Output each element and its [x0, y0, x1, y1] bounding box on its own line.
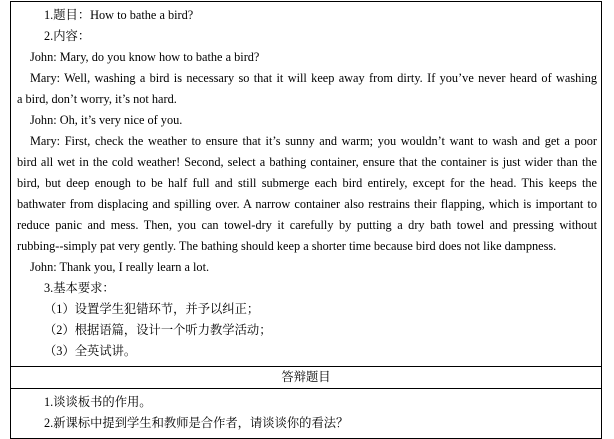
dialogue-line: bird, but deep enough to be half full and still submerge each bird entirely, except for the head. This keeps the	[17, 176, 597, 190]
question-cell	[11, 2, 602, 367]
question-row	[11, 2, 602, 367]
dialogue-line: rubbing--simply pat very gently. The bathing should keep a shorter time because bird does not like dampness.	[17, 239, 557, 253]
defense-header: 答辩题目	[11, 367, 602, 389]
dialogue-line: Mary: Well, washing a bird is necessary so that it will keep away from dirty. If you’ve never heard of washing	[30, 71, 597, 85]
requirements-label: 3.基本要求：	[44, 281, 115, 295]
dialogue-line: John: Thank you, I really learn a lot.	[30, 260, 210, 274]
dialogue-line: John: Oh, it’s very nice of you.	[30, 113, 183, 127]
dialogue-line: John: Mary, do you know how to bathe a bird?	[30, 50, 260, 64]
defense-question: 1.谈谈板书的作用。	[44, 395, 152, 409]
exam-table	[10, 1, 602, 439]
dialogue-line: Mary: First, check the weather to ensure that it’s sunny and warm; you wouldn’t want to wash and get a poor	[30, 134, 597, 148]
dialogue-line: bird all wet in the cold weather! Second, select a bathing container, ensure that the container is just wider than the	[17, 155, 597, 169]
requirement-item: （1）设置学生犯错环节，并予以纠正；	[44, 302, 260, 316]
question-title: 1.题目：How to bathe a bird?	[44, 8, 194, 22]
requirement-item: （3）全英试讲。	[44, 344, 137, 358]
defense-questions-row	[11, 389, 602, 439]
defense-header-row	[11, 367, 602, 389]
requirement-item: （2）根据语篇，设计一个听力教学活动；	[44, 323, 272, 337]
defense-questions-cell	[11, 389, 602, 439]
dialogue-line: bathwater from displacing and spilling over. A narrow container also restrains their flapping, which is important to	[17, 197, 597, 211]
dialogue-line: a bird, don’t worry, it’s not hard.	[17, 92, 177, 106]
defense-question: 2.新课标中提到学生和教师是合作者，请谈谈你的看法？	[44, 416, 349, 430]
dialogue-line: reduce panic and mess. Then, you can towel-dry it carefully by putting a dry bath towel and pressing without	[17, 218, 597, 232]
content-label: 2.内容：	[44, 29, 91, 43]
